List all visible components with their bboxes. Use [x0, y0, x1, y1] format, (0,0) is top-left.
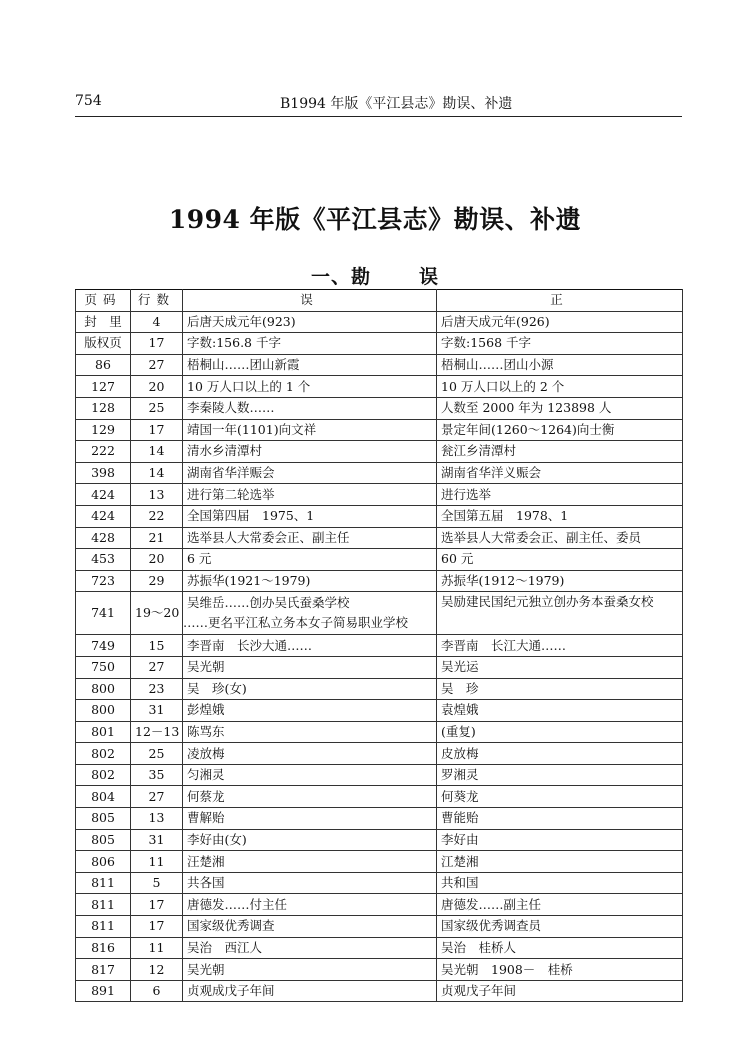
errata-table-body	[76, 311, 683, 1002]
cell-page: 817	[76, 959, 131, 981]
cell-correct: 吴 珍	[437, 678, 683, 700]
cell-correct: (重复)	[437, 721, 683, 743]
cell-line: 29	[131, 570, 183, 592]
cell-line: 27	[131, 354, 183, 376]
cell-wrong: 选举县人大常委会正、副主任	[183, 527, 437, 549]
table-row	[76, 376, 683, 398]
cell-correct: 贞观戊子年间	[437, 980, 683, 1002]
column-header-line: 行数	[131, 290, 183, 312]
cell-page: 86	[76, 354, 131, 376]
table-row	[76, 354, 683, 376]
cell-wrong: 彭煌娥	[183, 700, 437, 722]
table-row	[76, 894, 683, 916]
cell-correct: 60 元	[437, 549, 683, 571]
table-row	[76, 764, 683, 786]
cell-wrong: 李秦陵人数……	[183, 397, 437, 419]
cell-wrong: 唐德发……付主任	[183, 894, 437, 916]
table-row	[76, 484, 683, 506]
cell-correct: 共和国	[437, 872, 683, 894]
table-row	[76, 808, 683, 830]
column-header-wrong: 误	[183, 290, 437, 312]
cell-correct: 曹能贻	[437, 808, 683, 830]
table-row	[76, 872, 683, 894]
table-row	[76, 333, 683, 355]
cell-line: 14	[131, 462, 183, 484]
column-header-correct: 正	[437, 290, 683, 312]
cell-line: 4	[131, 311, 183, 333]
cell-line: 22	[131, 505, 183, 527]
cell-wrong: 湖南省华洋赈会	[183, 462, 437, 484]
cell-page: 749	[76, 635, 131, 657]
table-row	[76, 721, 683, 743]
cell-page: 805	[76, 829, 131, 851]
cell-page: 封 里	[76, 311, 131, 333]
cell-wrong: 凌放梅	[183, 743, 437, 765]
cell-line: 27	[131, 786, 183, 808]
cell-line: 12	[131, 959, 183, 981]
cell-line: 17	[131, 419, 183, 441]
cell-wrong: 李晋南 长沙大通……	[183, 635, 437, 657]
cell-correct: 梧桐山……团山小源	[437, 354, 683, 376]
cell-correct: 人数至 2000 年为 123898 人	[437, 397, 683, 419]
cell-correct: 吴励建民国纪元独立创办务本蚕桑女校	[437, 592, 683, 635]
cell-line: 17	[131, 894, 183, 916]
cell-page: 版权页	[76, 333, 131, 355]
cell-wrong: 何蔡龙	[183, 786, 437, 808]
table-row	[76, 678, 683, 700]
cell-wrong: 李好由(女)	[183, 829, 437, 851]
cell-page: 428	[76, 527, 131, 549]
cell-correct: 字数:1568 千字	[437, 333, 683, 355]
cell-line: 20	[131, 376, 183, 398]
cell-line: 21	[131, 527, 183, 549]
cell-correct: 袁煌娥	[437, 700, 683, 722]
cell-wrong: 后唐天成元年(923)	[183, 311, 437, 333]
cell-line: 13	[131, 808, 183, 830]
cell-line: 25	[131, 743, 183, 765]
table-row	[76, 441, 683, 463]
table-row	[76, 851, 683, 873]
cell-line: 23	[131, 678, 183, 700]
cell-page: 802	[76, 743, 131, 765]
table-row	[76, 527, 683, 549]
cell-wrong: 曹解贻	[183, 808, 437, 830]
cell-line: 17	[131, 333, 183, 355]
cell-wrong: 吴治 西江人	[183, 937, 437, 959]
cell-correct: 吴治 桂桥人	[437, 937, 683, 959]
section-heading-suffix: 误	[419, 266, 440, 288]
cell-correct: 国家级优秀调查员	[437, 916, 683, 938]
cell-line: 11	[131, 851, 183, 873]
cell-correct: 进行选举	[437, 484, 683, 506]
cell-page: 800	[76, 700, 131, 722]
cell-page: 811	[76, 872, 131, 894]
cell-line: 25	[131, 397, 183, 419]
cell-wrong: 字数:156.8 千字	[183, 333, 437, 355]
cell-wrong: 梧桐山……团山新霞	[183, 354, 437, 376]
cell-wrong: 汪楚湘	[183, 851, 437, 873]
table-row	[76, 635, 683, 657]
table-row	[76, 311, 683, 333]
cell-wrong: 靖国一年(1101)向文祥	[183, 419, 437, 441]
cell-wrong	[183, 592, 437, 635]
cell-wrong: 全国第四届 1975、1	[183, 505, 437, 527]
cell-wrong: 国家级优秀调查	[183, 916, 437, 938]
table-row	[76, 980, 683, 1002]
table-row	[76, 505, 683, 527]
cell-wrong: 匀湘灵	[183, 764, 437, 786]
cell-correct: 湖南省华洋义赈会	[437, 462, 683, 484]
cell-line: 35	[131, 764, 183, 786]
cell-wrong: 共各国	[183, 872, 437, 894]
cell-page: 398	[76, 462, 131, 484]
cell-correct: 后唐天成元年(926)	[437, 311, 683, 333]
cell-page: 741	[76, 592, 131, 635]
errata-table	[75, 289, 683, 1002]
cell-page: 816	[76, 937, 131, 959]
cell-page: 750	[76, 656, 131, 678]
table-header-row	[76, 290, 683, 312]
cell-correct: 何葵龙	[437, 786, 683, 808]
cell-line: 31	[131, 829, 183, 851]
cell-correct: 苏振华(1912～1979)	[437, 570, 683, 592]
table-row	[76, 397, 683, 419]
running-title: B1994 年版《平江县志》勘误、补遗	[280, 96, 513, 112]
section-heading-prefix: 一、勘	[310, 266, 371, 288]
cell-wrong: 进行第二轮选举	[183, 484, 437, 506]
cell-line: 20	[131, 549, 183, 571]
cell-line: 13	[131, 484, 183, 506]
cell-correct: 瓮江乡清潭村	[437, 441, 683, 463]
cell-page: 723	[76, 570, 131, 592]
cell-wrong: 吴 珍(女)	[183, 678, 437, 700]
cell-page: 222	[76, 441, 131, 463]
cell-page: 801	[76, 721, 131, 743]
cell-correct: 景定年间(1260～1264)向士衡	[437, 419, 683, 441]
page-header	[75, 93, 682, 113]
cell-correct: 李晋南 长江大通……	[437, 635, 683, 657]
cell-page: 453	[76, 549, 131, 571]
cell-page: 424	[76, 505, 131, 527]
table-row	[76, 656, 683, 678]
table-row	[76, 592, 683, 635]
cell-wrong: 6 元	[183, 549, 437, 571]
cell-wrong: 吴光朝	[183, 656, 437, 678]
table-row	[76, 570, 683, 592]
cell-line: 15	[131, 635, 183, 657]
cell-correct: 10 万人口以上的 2 个	[437, 376, 683, 398]
page-title: 1994 年版《平江县志》勘误、补遗	[168, 205, 582, 234]
cell-wrong: 贞观成戊子年间	[183, 980, 437, 1002]
table-row	[76, 743, 683, 765]
cell-page: 800	[76, 678, 131, 700]
cell-wrong-line2: ……更名平江私立务本女子简易职业学校	[183, 615, 409, 631]
cell-wrong-line1: 吴维岳……创办吴氏蚕桑学校	[187, 595, 350, 611]
section-heading	[0, 262, 750, 289]
cell-line: 19～20	[131, 592, 183, 635]
cell-wrong: 苏振华(1921～1979)	[183, 570, 437, 592]
cell-line: 14	[131, 441, 183, 463]
cell-wrong: 陈骂东	[183, 721, 437, 743]
header-rule	[75, 116, 682, 117]
cell-correct: 吴光朝 1908－ 桂桥	[437, 959, 683, 981]
cell-wrong: 10 万人口以上的 1 个	[183, 376, 437, 398]
table-row	[76, 829, 683, 851]
cell-correct: 江楚湘	[437, 851, 683, 873]
cell-page: 811	[76, 916, 131, 938]
cell-page: 128	[76, 397, 131, 419]
cell-correct: 吴光运	[437, 656, 683, 678]
cell-page: 811	[76, 894, 131, 916]
table-row	[76, 700, 683, 722]
table-row	[76, 419, 683, 441]
cell-page: 804	[76, 786, 131, 808]
cell-line: 17	[131, 916, 183, 938]
table-row	[76, 786, 683, 808]
cell-page: 129	[76, 419, 131, 441]
cell-correct: 罗湘灵	[437, 764, 683, 786]
cell-correct: 李好由	[437, 829, 683, 851]
cell-line: 5	[131, 872, 183, 894]
cell-line: 11	[131, 937, 183, 959]
cell-page: 805	[76, 808, 131, 830]
page-number: 754	[75, 93, 102, 109]
cell-page: 424	[76, 484, 131, 506]
table-row	[76, 549, 683, 571]
cell-line: 12－13	[131, 721, 183, 743]
cell-page: 127	[76, 376, 131, 398]
cell-line: 31	[131, 700, 183, 722]
cell-correct: 全国第五届 1978、1	[437, 505, 683, 527]
cell-line: 27	[131, 656, 183, 678]
table-row	[76, 916, 683, 938]
cell-correct: 皮放梅	[437, 743, 683, 765]
cell-page: 891	[76, 980, 131, 1002]
cell-correct: 选举县人大常委会正、副主任、委员	[437, 527, 683, 549]
cell-wrong: 清水乡清潭村	[183, 441, 437, 463]
cell-wrong: 吴光朝	[183, 959, 437, 981]
table-row	[76, 937, 683, 959]
cell-correct: 唐德发……副主任	[437, 894, 683, 916]
table-row	[76, 462, 683, 484]
cell-line: 6	[131, 980, 183, 1002]
table-row	[76, 959, 683, 981]
cell-page: 806	[76, 851, 131, 873]
cell-page: 802	[76, 764, 131, 786]
column-header-page: 页码	[76, 290, 131, 312]
